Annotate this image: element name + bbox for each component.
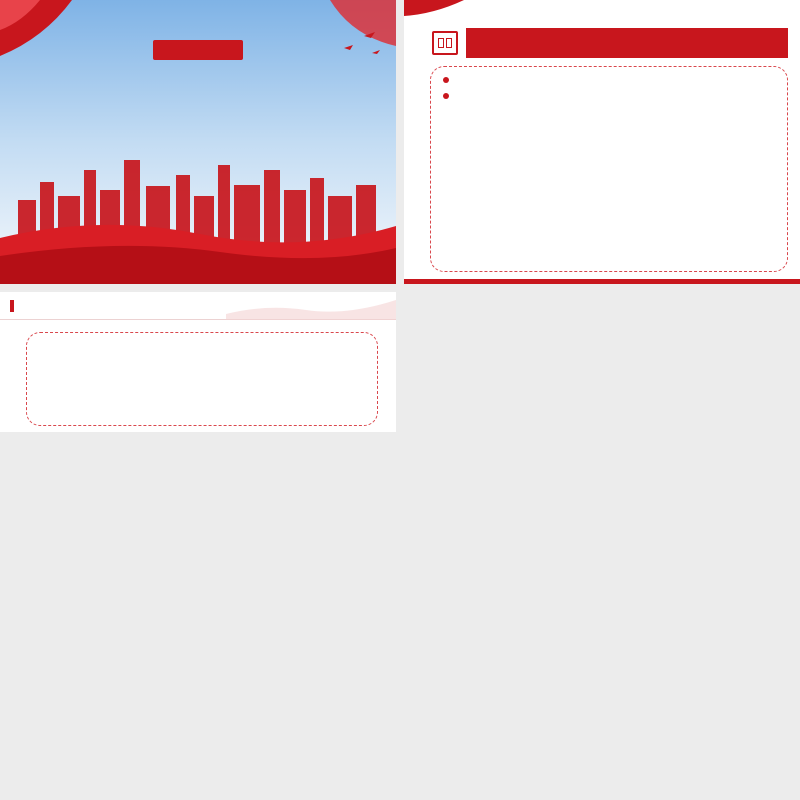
differences-box — [26, 332, 378, 426]
list-item — [443, 91, 777, 101]
intro-box — [466, 28, 788, 58]
header-wave — [226, 292, 396, 320]
footer-bar — [404, 279, 800, 284]
slide-differences-2-page — [0, 292, 396, 432]
bullet-dot — [443, 93, 449, 99]
bullet-dot — [443, 77, 449, 83]
corner-ribbon — [404, 0, 464, 16]
header-marker — [10, 300, 14, 312]
chapter-badge — [153, 40, 243, 60]
cover-slide — [0, 0, 396, 284]
slide-differences-1 — [404, 0, 800, 284]
differences-box — [430, 66, 788, 272]
slide-header — [0, 292, 396, 320]
list-item — [443, 75, 777, 85]
book-icon — [432, 31, 458, 55]
